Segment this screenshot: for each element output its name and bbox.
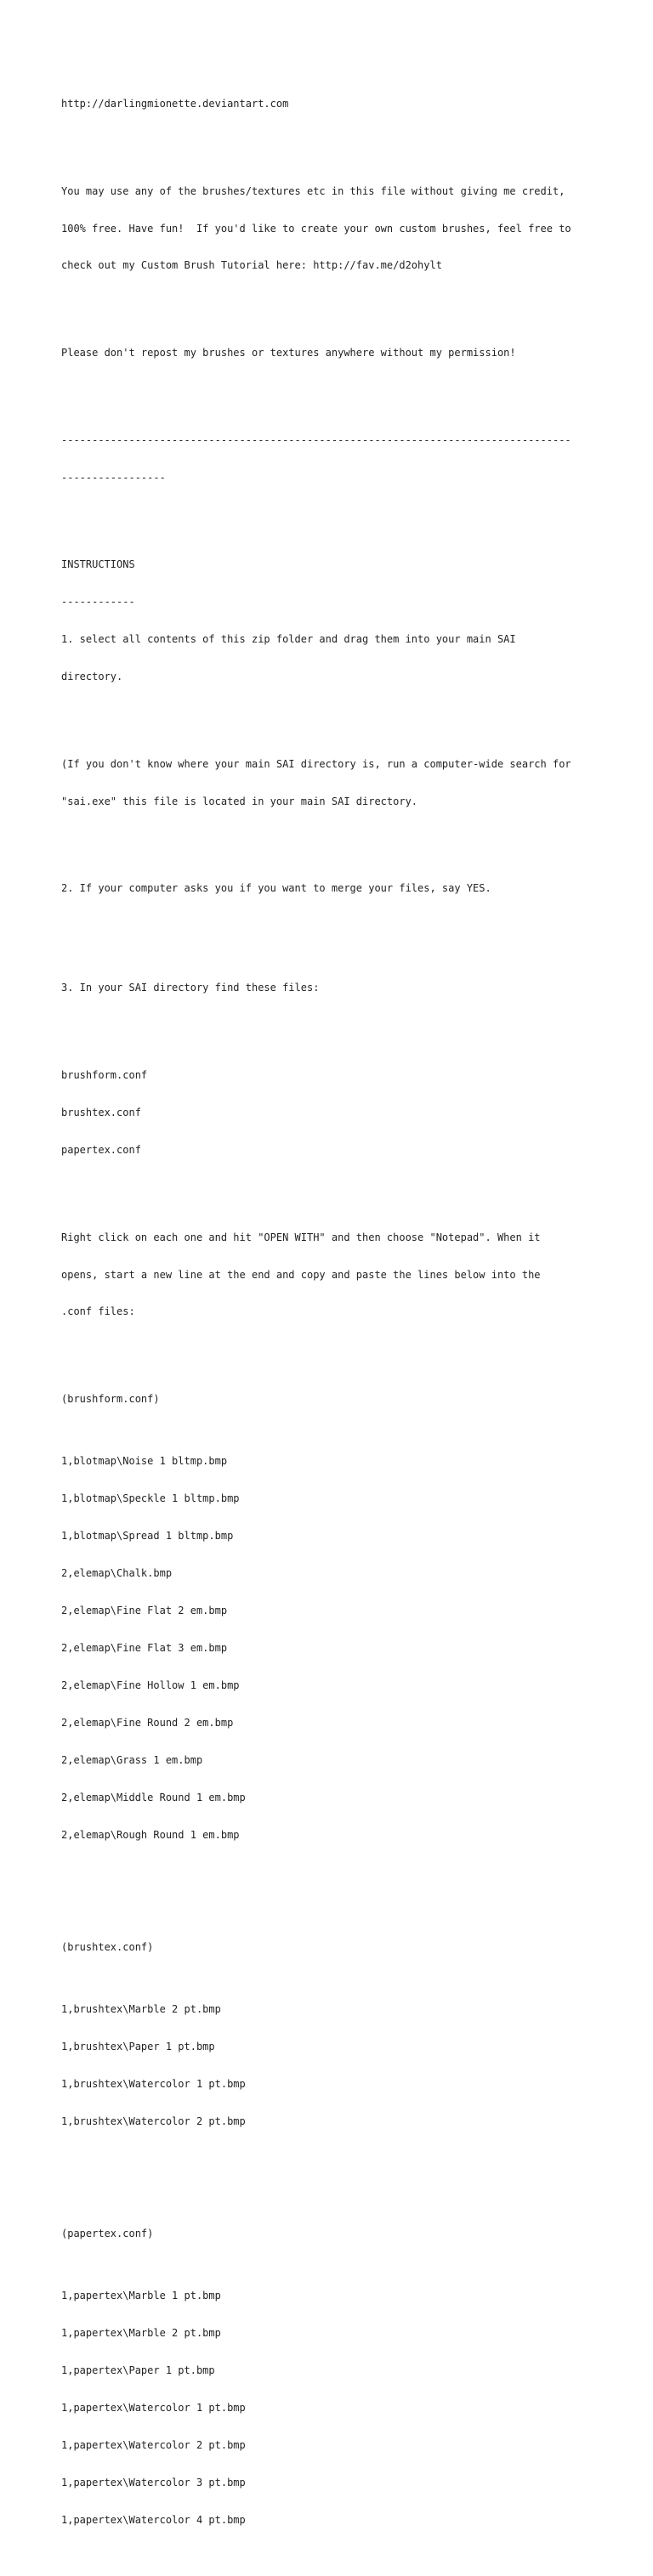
instructions-heading: INSTRUCTIONS: [61, 558, 135, 571]
brushtex-heading: (brushtex.conf): [61, 1940, 154, 1953]
directory-note-line-1: (If you don't know where your main SAI directory is, run a computer-wide search for: [61, 757, 571, 770]
open-with-line-1: Right click on each one and hit "OPEN WITH" and then choose "Notepad". When it: [61, 1231, 541, 1243]
divider-line-1: -----------------------------------------------------------------------------------: [61, 433, 571, 446]
list-item: 1,blotmap\Noise 1 bltmp.bmp: [61, 1455, 228, 1468]
usage-text-line-3: check out my Custom Brush Tutorial here: http://fav.me/d2ohylt: [61, 259, 442, 272]
list-item: 2,elemap\Fine Round 2 em.bmp: [61, 1717, 234, 1730]
list-item: 1,brushtex\Paper 1 pt.bmp: [61, 2041, 215, 2053]
papertex-heading: (papertex.conf): [61, 2228, 154, 2239]
list-item: 1,papertex\Paper 1 pt.bmp: [61, 2364, 215, 2377]
list-item: 1,brushtex\Marble 2 pt.bmp: [61, 2003, 221, 2016]
list-item: 2,elemap\Grass 1 em.bmp: [61, 1754, 203, 1767]
instructions-underline: ------------: [61, 596, 135, 609]
list-item: 1,papertex\Watercolor 3 pt.bmp: [61, 2477, 246, 2489]
conf-file-brushtex: brushtex.conf: [61, 1107, 141, 1118]
directory-note-line-2: "sai.exe" this file is located in your main SAI directory.: [61, 795, 418, 807]
conf-file-papertex: papertex.conf: [61, 1143, 141, 1156]
list-item: 2,elemap\Middle Round 1 em.bmp: [61, 1792, 246, 1804]
step-2: 2. If your computer asks you if you want to merge your files, say YES.: [61, 882, 491, 895]
conf-file-brushform: brushform.conf: [61, 1069, 148, 1082]
open-with-line-3: .conf files:: [61, 1305, 135, 1318]
author-url: http://darlingmionette.deviantart.com: [61, 97, 289, 110]
list-item: 1,papertex\Watercolor 4 pt.bmp: [61, 2514, 246, 2527]
papertex-list: [61, 2265, 605, 2551]
list-item: 2,elemap\Fine Hollow 1 em.bmp: [61, 1679, 240, 1692]
list-item: 2,elemap\Rough Round 1 em.bmp: [61, 1829, 240, 1842]
step-3: 3. In your SAI directory find these files:: [61, 982, 320, 994]
step-1-line-1: 1. select all contents of this zip folder and drag them into your main SAI: [61, 633, 516, 646]
brushform-heading: (brushform.conf): [61, 1393, 160, 1406]
list-item: 1,blotmap\Spread 1 bltmp.bmp: [61, 1530, 234, 1543]
list-item: 1,brushtex\Watercolor 1 pt.bmp: [61, 2078, 246, 2091]
list-item: 1,brushtex\Watercolor 2 pt.bmp: [61, 2115, 246, 2128]
list-item: 2,elemap\Chalk.bmp: [61, 1567, 173, 1580]
document-page: [61, 60, 605, 2576]
list-item: 2,elemap\Fine Flat 2 em.bmp: [61, 1605, 228, 1617]
list-item: 2,elemap\Fine Flat 3 em.bmp: [61, 1642, 228, 1655]
divider-line-2: -----------------: [61, 471, 166, 484]
list-item: 1,papertex\Marble 2 pt.bmp: [61, 2327, 221, 2340]
step-1-line-2: directory.: [61, 671, 123, 683]
usage-text-line-1: You may use any of the brushes/textures etc in this file without giving me credit,: [61, 184, 565, 197]
brushtex-list: [61, 1979, 605, 2153]
list-item: 1,papertex\Watercolor 2 pt.bmp: [61, 2439, 246, 2452]
usage-text-line-2: 100% free. Have fun! If you'd like to create your own custom brushes, feel free to: [61, 222, 571, 235]
list-item: 1,blotmap\Speckle 1 bltmp.bmp: [61, 1492, 240, 1505]
list-item: 1,papertex\Marble 1 pt.bmp: [61, 2290, 221, 2302]
repost-notice: Please don't repost my brushes or textures anywhere without my permission!: [61, 347, 516, 360]
list-item: 1,papertex\Watercolor 1 pt.bmp: [61, 2402, 246, 2415]
open-with-line-2: opens, start a new line at the end and copy and paste the lines below into the: [61, 1268, 541, 1281]
brushform-list: [61, 1430, 605, 1866]
